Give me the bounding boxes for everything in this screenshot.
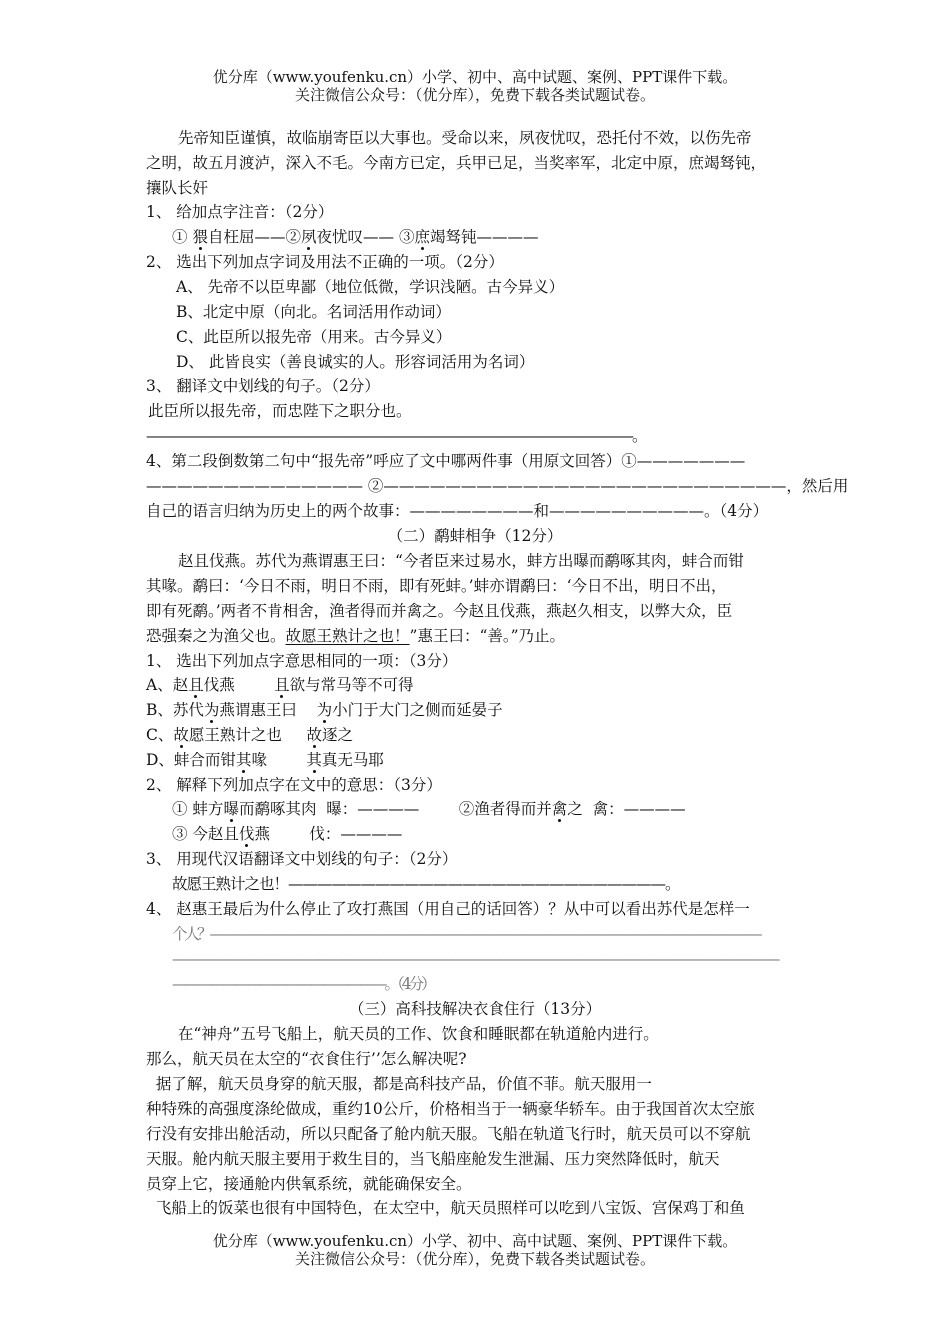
passage-line: 那么，航天员在太空的“衣食住行’’怎么解决呢?: [146, 1050, 467, 1068]
text: B、苏代: [146, 701, 204, 719]
text: 真无马耶: [321, 751, 384, 769]
passage-line: 行没有安排出舱活动，所以只配备了舱内航天服。飞船在轨道飞行时，航天员可以不穿航: [146, 1125, 751, 1143]
option-c: [146, 724, 353, 746]
option-b: [146, 699, 503, 721]
dotted-char: 为: [316, 701, 333, 719]
item-prefix: ②: [285, 228, 301, 246]
question-1: 1、 给加点字注音：（2分）: [146, 203, 334, 221]
text: 伐燕: [203, 676, 275, 694]
dotted-char: 曝: [223, 800, 239, 818]
dotted-char: 故: [173, 726, 189, 744]
passage-line: 之明，故五月渡泸，深入不毛。今南方已定，兵甲已足，当奖率军，北定中原，庶竭驽钝，: [146, 154, 767, 172]
header-line-2: 关注微信公众号：（优分库），免费下载各类试题试卷。: [294, 86, 655, 104]
text: 小门于大门之侧而延晏子: [332, 701, 503, 719]
text: 燕谓惠王曰: [219, 701, 317, 719]
passage-line: 其喙。鹬曰：‘今日不雨，明日不雨，即有死蚌。’蚌亦谓鹬曰：‘今日不出，明日不出，: [146, 577, 727, 595]
text: D、蚌合而钳: [146, 751, 236, 769]
section-3-title: （三）高科技解决衣食住行（13分）: [348, 1000, 602, 1018]
text: C、: [146, 726, 174, 744]
question-4-line: 自己的语言归纳为历史上的两个故事：————————和——————————。（4分）: [146, 502, 769, 520]
dotted-char: 禽: [551, 800, 568, 818]
passage-line: 种特殊的高强度涤纶做成，重约10公斤，价格相当于一辆豪华轿车。由于我国首次太空旅: [146, 1100, 755, 1118]
passage-line: 天服。舱内航天服主要用于救生目的，当飞船座舱发生泄漏、压力突然降低时，航天: [146, 1150, 720, 1168]
question-3-sentence: 此臣所以报先帝，而忠陛下之职分也。: [148, 402, 412, 420]
text: A、赵: [146, 676, 189, 694]
question-3: 3、 用现代汉语翻译文中划线的句子：（2分）: [146, 850, 458, 868]
option-d: [146, 749, 384, 771]
item-prefix: ①: [172, 228, 193, 246]
question-1: 1、 选出下列加点字意思相同的一项：（3分）: [146, 652, 458, 670]
passage-line: 员穿上它，接通舱内供氧系统，就能确保安全。: [146, 1175, 472, 1193]
page-header: [0, 68, 950, 104]
question-4: 4、第二段倒数第二句中“报先帝”呼应了文中哪两件事（用原文回答）①———————: [146, 452, 746, 470]
question-2: 2、 解释下列加点字在文中的意思：（3分）: [146, 776, 442, 794]
question-4-line: —————————————— ②——————————————————————————，然后用: [146, 477, 849, 495]
dotted-char: 为: [203, 701, 220, 719]
section-2-title: （二）鹬蚌相争（12分）: [387, 527, 563, 545]
option-c: C、此臣所以报先帝（用来。古今异义）: [176, 328, 452, 346]
question-3: 3、 翻译文中划线的句子。（2分）: [146, 377, 380, 395]
text: ”惠王曰：“善。”乃止。: [409, 627, 566, 645]
question-1-items: [172, 226, 538, 248]
page-footer: [0, 1232, 950, 1268]
item-prefix: ③: [398, 228, 415, 246]
item-text: 竭驽钝————: [429, 228, 539, 246]
text: 燕 伐：————: [254, 825, 403, 843]
dotted-char: 夙: [300, 228, 317, 246]
dotted-char: 庶: [414, 228, 430, 246]
dotted-char: 伐: [238, 825, 255, 843]
dotted-char: 猥: [192, 228, 208, 246]
passage-line: 飞船上的饭菜也很有中国特色，在太空中，航天员照样可以吃到八宝饭、宫保鸡丁和鱼: [146, 1199, 745, 1217]
header-line-1: 优分库（www.youfenku.cn）小学、初中、高中试题、案例、PPT课件下载。: [212, 68, 738, 86]
dotted-char: 且: [188, 676, 204, 694]
answer-line: —————————————————。（4分）: [172, 975, 434, 993]
passage-line: [146, 625, 565, 647]
option-b: B、北定中原（向北。名词活用作动词）: [176, 303, 451, 321]
text: ① 蚌方: [172, 800, 224, 818]
question-2: 2、 选出下列加点字词及用法不正确的一项。（2分）: [146, 253, 504, 271]
item-text: 自枉屈——: [207, 228, 286, 246]
text: 而鹬啄其肉 曝：———— ②渔者得而并: [238, 800, 552, 818]
footer-line-1: 优分库（www.youfenku.cn）小学、初中、高中试题、案例、PPT课件下载。: [212, 1232, 738, 1250]
answer-line: ——————————————————————————————————————————————————: [172, 950, 778, 968]
item-text: 夜忧叹——: [316, 228, 399, 246]
footer-line-2: 关注微信公众号：（优分库），免费下载各类试题试卷。: [294, 1250, 655, 1268]
passage-line: 攘队长奸: [146, 179, 209, 197]
text: 愿王熟计之也: [188, 726, 307, 744]
text: ③ 今赵且: [172, 825, 239, 843]
passage-line: 赵且伐燕。苏代为燕谓惠王曰：“今者臣来过易水，蚌方出曝而鹬啄其肉，蚌合而钳: [178, 552, 744, 570]
passage-line: 在“神舟”五号飞船上，航天员的工作、饮食和睡眠都在轨道舱内进行。: [168, 1025, 659, 1043]
text: 恐强秦之为渔父也。: [146, 627, 286, 645]
option-d: D、 此皆良实（善良诚实的人。形容词活用为名词）: [176, 353, 535, 371]
passage-line: 据了解，航天员身穿的航天服，都是高科技产品，价值不菲。航天服用一: [146, 1075, 652, 1093]
dotted-char: 故: [306, 726, 323, 744]
text: 欲与常马等不可得: [289, 676, 414, 694]
text: 逐之: [322, 726, 354, 744]
answer-line: 个人？————————————————————————————————————————————: [172, 925, 760, 943]
answer-line: ————————————————————————————————————。: [146, 427, 646, 445]
underlined-sentence: 故愿王熟计之也！: [285, 627, 410, 645]
question-2-items: [172, 798, 686, 820]
passage-line: 先帝知臣谨慎，故临崩寄臣以大事也。受命以来，夙夜忧叹，恐托付不效，以伤先帝: [178, 129, 752, 147]
text: 之 禽：————: [567, 800, 686, 818]
text: 喙: [251, 751, 307, 769]
question-4: 4、 赵惠王最后为什么停止了攻打燕国（用自己的话回答）？从中可以看出苏代是怎样一: [146, 900, 750, 918]
dotted-char: 且: [274, 676, 290, 694]
dotted-char: 其: [306, 751, 322, 769]
option-a: [146, 674, 414, 696]
option-a: A、 先帝不以臣卑鄙（地位低微，学识浅陋。古今异义）: [176, 278, 565, 296]
question-3-sentence: 故愿王熟计之也！——————————————————————————。: [172, 875, 680, 893]
dotted-char: 其: [235, 751, 252, 769]
passage-line: 即有死鹬。’两者不肯相舍，渔者得而并禽之。今赵且伐燕，燕赵久相支，以弊大众，臣: [146, 602, 733, 620]
question-2-items: [172, 823, 402, 845]
